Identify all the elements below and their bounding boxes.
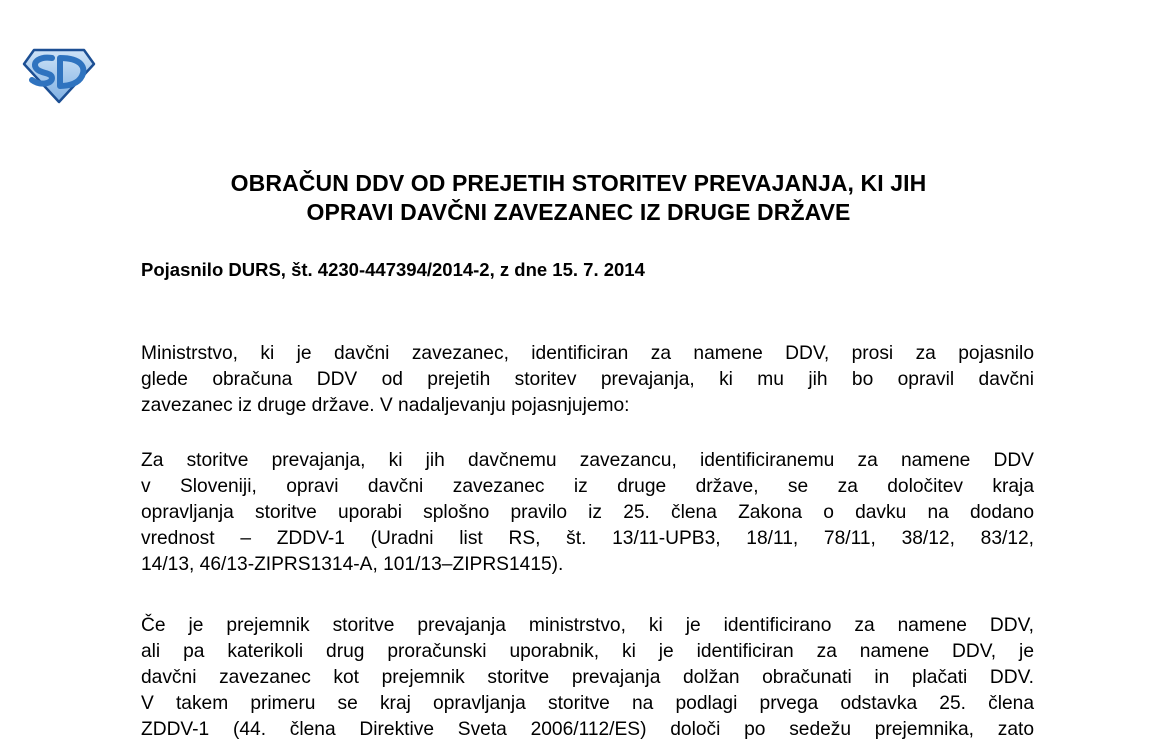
title-line: OPRAVI DAVČNI ZAVEZANEC IZ DRUGE DRŽAVE bbox=[306, 199, 851, 225]
paragraph-intro bbox=[141, 341, 1034, 419]
paragraph-place-of-supply bbox=[141, 448, 1034, 578]
paragraph-line: V takem primeru se kraj opravljanja storitve na podlagi prvega odstavka 25. člena bbox=[141, 693, 1034, 714]
paragraph-line: Če je prejemnik storitve prevajanja ministrstvo, ki je identificirano za namene DDV, bbox=[141, 615, 1034, 636]
title-line: OBRAČUN DDV OD PREJETIH STORITEV PREVAJANJA, KI JIH bbox=[230, 170, 927, 196]
paragraph-line: davčni zavezanec kot prejemnik storitve prevajanja dolžan obračunati in plačati DDV. bbox=[141, 667, 1034, 688]
document-subtitle: Pojasnilo DURS, št. 4230-447394/2014-2, z dne 15. 7. 2014 bbox=[141, 259, 645, 280]
paragraph-line: glede obračuna DDV od prejetih storitev prevajanja, ki mu jih bo opravil davčni bbox=[141, 369, 1034, 390]
paragraph-line: 14/13, 46/13-ZIPRS1314-A, 101/13–ZIPRS1415). bbox=[141, 554, 564, 575]
paragraph-recipient bbox=[141, 613, 1034, 743]
paragraph-line: ali pa katerikoli drug proračunski uporabnik, ki je identificiran za namene DDV, je bbox=[141, 641, 1034, 662]
company-logo-icon bbox=[22, 46, 96, 104]
paragraph-line: Ministrstvo, ki je davčni zavezanec, identificiran za namene DDV, prosi za pojasnilo bbox=[141, 343, 1034, 364]
paragraph-line: ZDDV-1 (44. člena Direktive Sveta 2006/112/ES) določi po sedežu prejemnika, zato bbox=[141, 719, 1034, 740]
paragraph-line: Za storitve prevajanja, ki jih davčnemu zavezancu, identificiranemu za namene DDV bbox=[141, 450, 1034, 471]
document-title bbox=[60, 169, 1097, 227]
paragraph-line: opravljanja storitve uporabi splošno pravilo iz 25. člena Zakona o davku na dodano bbox=[141, 502, 1034, 523]
paragraph-line: vrednost – ZDDV-1 (Uradni list RS, št. 13/11-UPB3, 18/11, 78/11, 38/12, 83/12, bbox=[141, 528, 1034, 549]
paragraph-line: v Sloveniji, opravi davčni zavezanec iz druge države, se za določitev kraja bbox=[141, 476, 1034, 497]
paragraph-line: zavezanec iz druge države. V nadaljevanju pojasnjujemo: bbox=[141, 395, 630, 416]
